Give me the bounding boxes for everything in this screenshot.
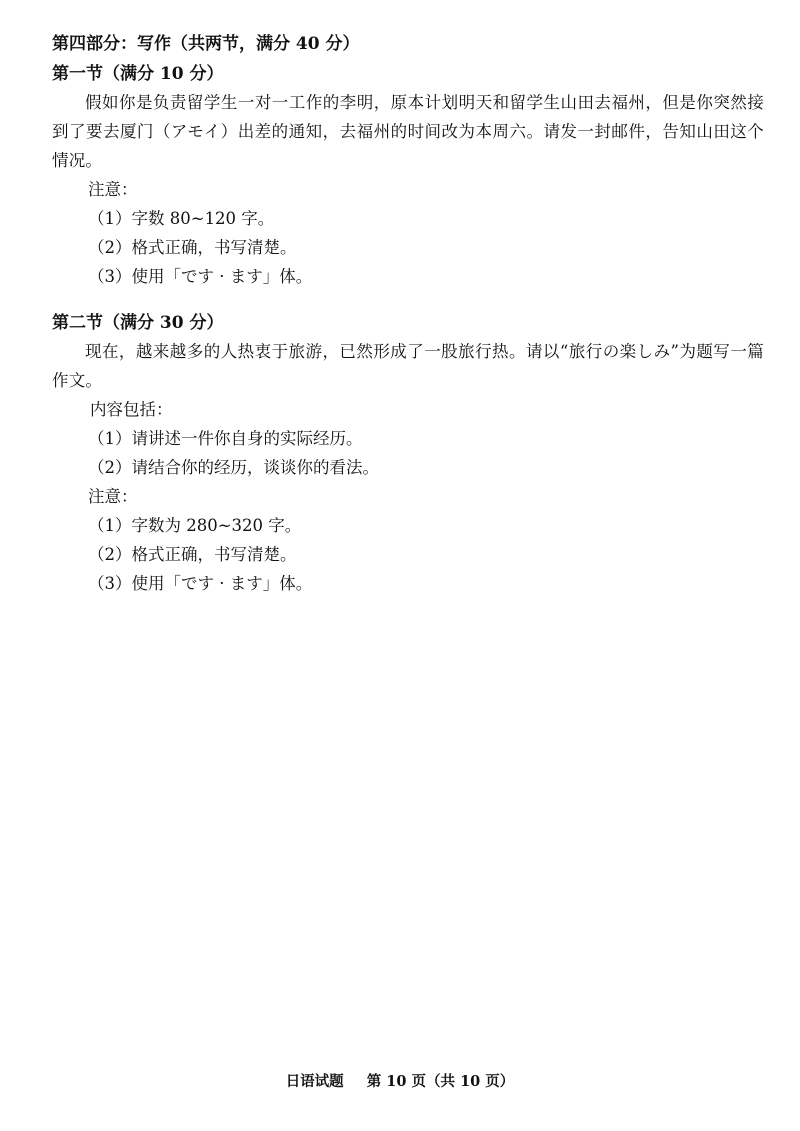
footer-page-number: 第 10 页（共 10 页） xyxy=(366,1073,515,1090)
list-item: （1）字数为 280~320 字。 xyxy=(88,516,302,535)
list-item: （2）请结合你的经历，谈谈你的看法。 xyxy=(88,458,379,477)
section2-content-list xyxy=(52,424,764,482)
page-footer xyxy=(0,1072,800,1092)
section2-content-label: 内容包括： xyxy=(90,400,173,419)
section1-prompt: 假如你是负责留学生一对一工作的李明，原本计划明天和留学生山田去福州，但是你突然接到了要去厦门（アモイ）出差的通知，去福州的时间改为本周六。请发一封邮件，告知山田这个情况。 xyxy=(52,93,764,170)
list-item: （2）格式正确，书写清楚。 xyxy=(88,545,297,564)
section2-prompt: 现在，越来越多的人热衷于旅游，已然形成了一股旅行热。请以“旅行の楽しみ”为题写一篇作文。 xyxy=(52,342,764,390)
section2-title: 第二节（满分 30 分） xyxy=(52,313,224,333)
list-item: （3）使用「です · ます」体。 xyxy=(88,574,313,593)
part-title: 第四部分：写作（共两节，满分 40 分） xyxy=(52,34,360,54)
section1-title: 第一节（满分 10 分） xyxy=(52,64,224,84)
section-gap xyxy=(52,291,764,309)
section2-notes-label: 注意： xyxy=(88,487,138,506)
list-item: （1）字数 80~120 字。 xyxy=(88,209,275,228)
section1-notes-list xyxy=(52,204,764,291)
footer-subject: 日语试题 xyxy=(285,1073,344,1090)
list-item: （2）格式正确，书写清楚。 xyxy=(88,238,297,257)
writing-section xyxy=(52,30,764,598)
list-item: （3）使用「です · ます」体。 xyxy=(88,267,313,286)
list-item: （1）请讲述一件你自身的实际经历。 xyxy=(88,429,363,448)
section2-notes-list xyxy=(52,511,764,598)
section1-notes-label: 注意： xyxy=(88,180,138,199)
